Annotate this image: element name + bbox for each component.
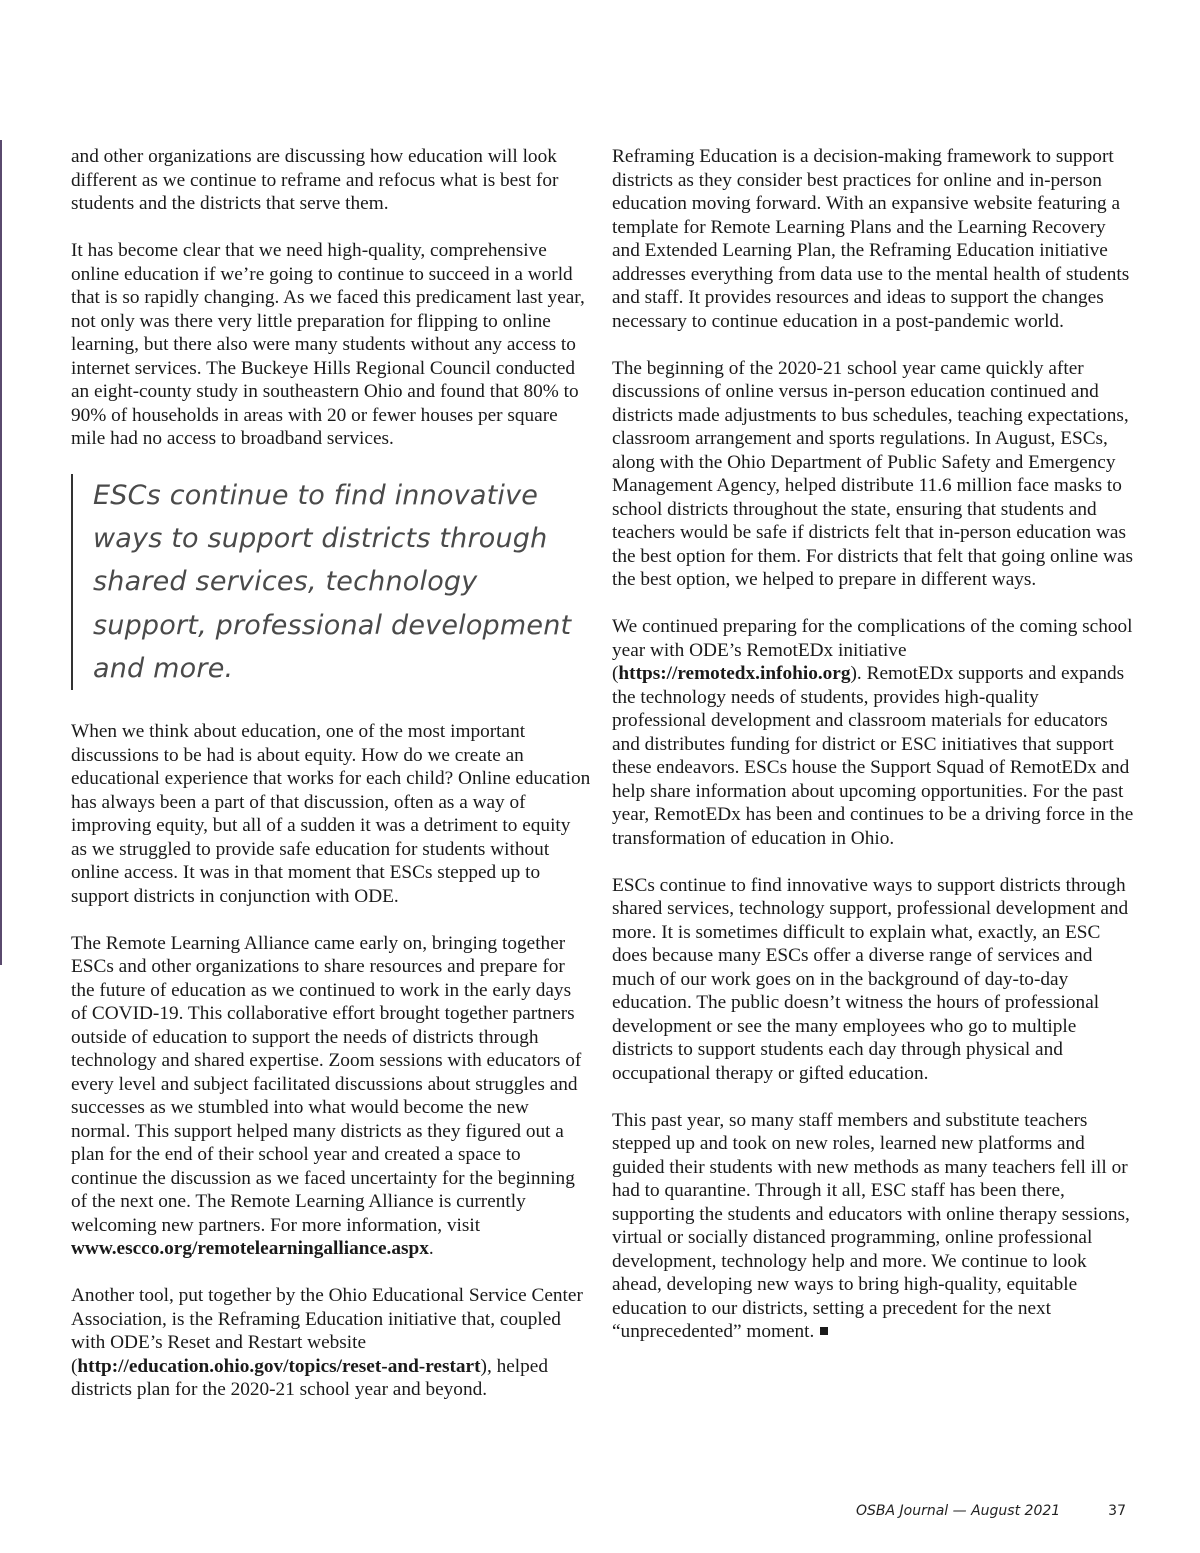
paragraph-text: This past year, so many staff members and substitute teachers stepped up and took on new roles, learned new platforms and guided their students with new methods as many teachers fell ill or had to quarantine. Through it all, ESC staff has been there, supporting the students and educators with online therapy sessions, virtual or socially distanced programming, online professional development, technology help and more. We continue to look ahead, developing new ways to bring high-quality, equitable education to our districts, setting a precedent for the next “unprecedented” moment. xyxy=(612,1109,1130,1342)
page-edge-line xyxy=(0,140,2,965)
paragraph-text: We continued preparing for the complications of the coming school year with ODE’s RemotEDx initiative ( xyxy=(612,616,1133,684)
right-paragraph-3 xyxy=(612,615,1134,850)
right-paragraph-1: Reframing Education is a decision-making framework to support districts as they consider best practices for online and in-person education moving forward. With an expansive website featuring a template for Remote Learning Plans and the Learning Recovery and Extended Learning Plan, the Reframing Education initiative addresses everything from data use to the mental health of students and staff. It provides resources and ideas to support the changes necessary to continue education in a post-pandemic world. xyxy=(612,146,1130,332)
left-paragraph-5 xyxy=(71,1284,591,1402)
paragraph-text: The Remote Learning Alliance came early on, bringing together ESCs and other organizations to share resources and prepare for the future of education as we continued to work in the early days of COVID-19. This collaborative effort brought together partners outside of education to support the needs of districts through technology and shared expertise. Zoom sessions with educators of every level and subject facilitated discussions about struggles and successes as we stumbled into what would become the new normal. This support helped many districts as they figured out a plan for the end of their school year and created a space to continue the discussion as we faced uncertainty for the beginning of the next one. The Remote Learning Alliance is currently welcoming new partners. For more information, visit xyxy=(71,932,582,1236)
paragraph-end: . xyxy=(428,1238,434,1260)
page-number: 37 xyxy=(1108,1503,1126,1519)
left-column xyxy=(71,145,591,1402)
pull-quote: ESCs continue to find innovative ways to support districts through shared services, technology support, professional development and more. xyxy=(71,474,591,690)
left-paragraph-4 xyxy=(71,932,591,1261)
paragraph-end: ). RemotEDx supports and expands the technology needs of students, provides high-quality professional development and classroom materials for educators and distributes funding for district or ESC initiatives that support these endeavors. ESCs house the Support Squad of RemotEDx and help share information about upcoming opportunities. For the past year, RemotEDx has been and continues to be a driving force in the transformation of education in Ohio. xyxy=(612,663,1134,849)
page-footer xyxy=(856,1503,1126,1519)
reset-and-restart-link: http://education.ohio.gov/topics/reset-and-restart xyxy=(77,1355,481,1377)
right-paragraph-5 xyxy=(612,1109,1134,1344)
left-paragraph-3: When we think about education, one of the most important discussions to be had is about equity. How do we create an educational experience that works for each child? Online education has always been a part of that discussion, often as a way of improving equity, but all of a sudden it was a detriment to equity as we struggled to provide safe education for students without online access. It was in that moment that ESCs stepped up to support districts in conjunction with ODE. xyxy=(71,721,591,907)
left-paragraph-2: It has become clear that we need high-quality, comprehensive online education if we’re going to continue to succeed in a world that is so rapidly changing. As we faced this predicament last year, not only was there very little preparation for flipping to online learning, but there also were many students without any access to internet services. The Buckeye Hills Regional Council conducted an eight-county study in southeastern Ohio and found that 80% to 90% of households in areas with 20 or fewer houses per square mile had no access to broadband services. xyxy=(71,240,585,449)
remote-learning-alliance-link: www.escco.org/remotelearningalliance.aspx xyxy=(71,1238,429,1260)
footer-journal-title: OSBA Journal — August 2021 xyxy=(855,1503,1061,1519)
paragraph-text: Another tool, put together by the Ohio Educational Service Center Association, is the Reframing Education initiative that, coupled with ODE’s Reset and Restart website ( xyxy=(71,1285,583,1377)
right-column xyxy=(612,145,1134,1344)
paragraph-end: ), helped districts plan for the 2020-21 school year and beyond. xyxy=(71,1355,548,1401)
right-paragraph-4: ESCs continue to find innovative ways to support districts through shared services, technology support, professional development and more. It is sometimes difficult to explain what, exactly, an ESC does because many ESCs offer a diverse range of services and much of our work goes on in the background of day-to-day education. The public doesn’t witness the hours of professional development or see the many employees who go to multiple districts to support students each day through physical and occupational therapy or gifted education. xyxy=(612,874,1129,1084)
remotedx-link: https://remotedx.infohio.org xyxy=(618,663,851,684)
end-of-article-mark xyxy=(820,1327,828,1335)
right-paragraph-2: The beginning of the 2020-21 school year came quickly after discussions of online versus in-person education continued and districts made adjustments to bus schedules, teaching expectations, classroom arrangement and sports regulations. In August, ESCs, along with the Ohio Department of Public Safety and Emergency Management Agency, helped distribute 11.6 million face masks to school districts throughout the state, ensuring that students and teachers would be safe if districts felt that in-person education was the best option for them. For districts that felt that going online was the best option, we helped to prepare in different ways. xyxy=(612,357,1134,590)
left-paragraph-1: and other organizations are discussing how education will look different as we continue to reframe and refocus what is best for students and the districts that serve them. xyxy=(71,146,559,214)
